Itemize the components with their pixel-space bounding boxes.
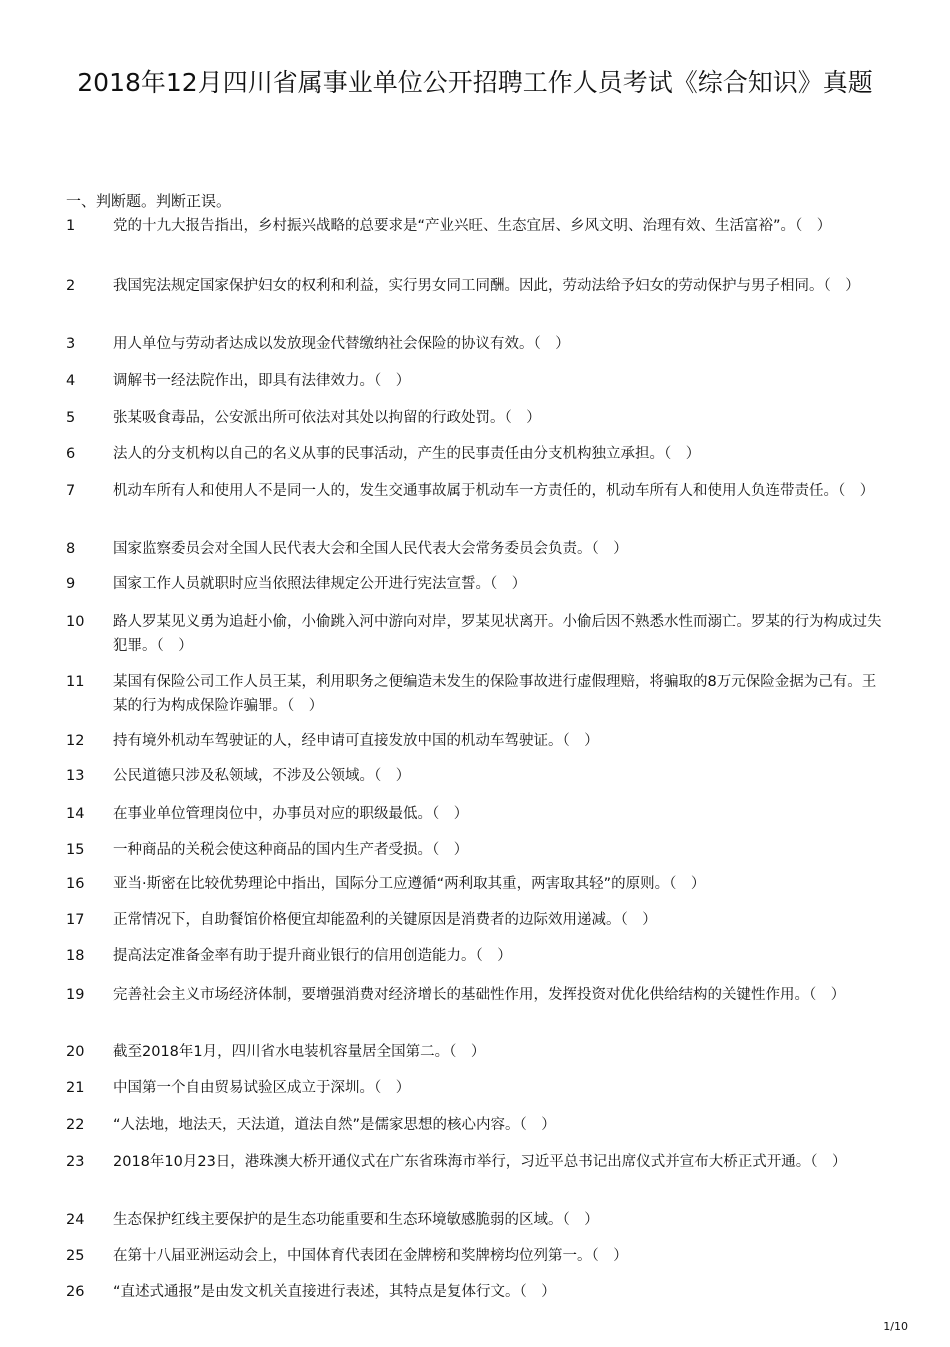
- question-number: 9: [66, 576, 76, 592]
- question-item: [66, 572, 886, 596]
- question-text: 法人的分支机构以自己的名义从事的民事活动，产生的民事责任由分支机构独立承担。（ ）: [113, 446, 701, 462]
- question-text: 调解书一经法院作出，即具有法律效力。（ ）: [113, 373, 411, 389]
- question-number: 20: [66, 1044, 85, 1060]
- question-item: [66, 1244, 886, 1268]
- question-number: 11: [66, 674, 85, 690]
- question-item: [66, 838, 886, 862]
- question-number: 24: [66, 1212, 85, 1228]
- question-number: 26: [66, 1284, 85, 1300]
- question-item: [66, 983, 886, 1007]
- question-text: 在第十八届亚洲运动会上，中国体育代表团在金牌榜和奖牌榜均位列第一。（ ）: [113, 1248, 628, 1264]
- question-item: [66, 872, 886, 896]
- question-text: 张某吸食毒品，公安派出所可依法对其处以拘留的行政处罚。（ ）: [113, 410, 541, 426]
- question-text: 2018年10月23日，港珠澳大桥开通仪式在广东省珠海市举行，习近平总书记出席仪式并宣布大桥正式开通。（ ）: [113, 1154, 847, 1170]
- question-text: 亚当·斯密在比较优势理论中指出，国际分工应遵循“两利取其重，两害取其轻”的原则。（ ）: [113, 876, 706, 892]
- question-text: 用人单位与劳动者达成以发放现金代替缴纳社会保险的协议有效。（ ）: [113, 336, 570, 352]
- question-text: 生态保护红线主要保护的是生态功能重要和生态环境敏感脆弱的区域。（ ）: [113, 1212, 599, 1228]
- question-number: 25: [66, 1248, 85, 1264]
- question-text: 机动车所有人和使用人不是同一人的，发生交通事故属于机动车一方责任的，机动车所有人和使用人负连带责任。（ ）: [113, 483, 875, 499]
- question-item: [66, 670, 886, 718]
- question-number: 14: [66, 806, 85, 822]
- question-item: [66, 1208, 886, 1232]
- question-number: 2: [66, 278, 76, 294]
- question-number: 16: [66, 876, 85, 892]
- question-text: 国家工作人员就职时应当依照法律规定公开进行宪法宣誓。（ ）: [113, 576, 527, 592]
- question-item: [66, 1040, 886, 1064]
- question-item: [66, 1076, 886, 1100]
- question-number: 8: [66, 541, 76, 557]
- question-number: 17: [66, 912, 85, 928]
- question-number: 1: [66, 218, 76, 234]
- question-text: 一种商品的关税会使这种商品的国内生产者受损。（ ）: [113, 842, 469, 858]
- question-number: 7: [66, 483, 76, 499]
- page-title: 2018年12月四川省属事业单位公开招聘工作人员考试《综合知识》真题: [77, 68, 873, 97]
- question-number: 13: [66, 768, 85, 784]
- question-text: 党的十九大报告指出，乡村振兴战略的总要求是“产业兴旺、生态宜居、乡风文明、治理有效、生活富裕”。（ ）: [113, 218, 832, 234]
- question-item: [66, 802, 886, 826]
- question-number: 22: [66, 1117, 85, 1133]
- question-text: 中国第一个自由贸易试验区成立于深圳。（ ）: [113, 1080, 411, 1096]
- question-item: [66, 764, 886, 788]
- question-number: 15: [66, 842, 85, 858]
- question-item: [66, 1150, 886, 1174]
- question-item: [66, 1280, 886, 1304]
- question-item: [66, 406, 886, 430]
- question-text: 截至2018年1月，四川省水电装机容量居全国第二。（ ）: [113, 1044, 486, 1060]
- question-text: 某国有保险公司工作人员王某，利用职务之便编造未发生的保险事故进行虚假理赔，将骗取的8万元保险金据为己有。王某的行为构成保险诈骗罪。（ ）: [113, 674, 877, 714]
- question-text: 国家监察委员会对全国人民代表大会和全国人民代表大会常务委员会负责。（ ）: [113, 541, 628, 557]
- question-number: 19: [66, 987, 85, 1003]
- question-item: [66, 944, 886, 968]
- question-number: 23: [66, 1154, 85, 1170]
- question-number: 4: [66, 373, 76, 389]
- question-item: [66, 729, 886, 753]
- question-item: [66, 1113, 886, 1137]
- question-text: 提高法定准备金率有助于提升商业银行的信用创造能力。（ ）: [113, 948, 512, 964]
- question-number: 3: [66, 336, 76, 352]
- question-text: 完善社会主义市场经济体制，要增强消费对经济增长的基础性作用，发挥投资对优化供给结构的关键性作用。（ ）: [113, 987, 846, 1003]
- question-number: 6: [66, 446, 76, 462]
- question-text: 公民道德只涉及私领域，不涉及公领域。（ ）: [113, 768, 411, 784]
- question-item: [66, 537, 886, 561]
- question-text: 我国宪法规定国家保护妇女的权利和利益，实行男女同工同酬。因此，劳动法给予妇女的劳动保护与男子相同。（ ）: [113, 278, 860, 294]
- question-text: 在事业单位管理岗位中，办事员对应的职级最低。（ ）: [113, 806, 469, 822]
- question-text: “直述式通报”是由发文机关直接进行表述，其特点是复体行文。（ ）: [113, 1284, 556, 1300]
- question-item: [66, 369, 886, 393]
- question-text: 持有境外机动车驾驶证的人，经申请可直接发放中国的机动车驾驶证。（ ）: [113, 733, 599, 749]
- question-number: 18: [66, 948, 85, 964]
- question-text: 正常情况下，自助餐馆价格便宜却能盈利的关键原因是消费者的边际效用递减。（ ）: [113, 912, 657, 928]
- question-number: 12: [66, 733, 85, 749]
- question-number: 10: [66, 614, 85, 630]
- question-item: [66, 442, 886, 466]
- question-item: [66, 479, 886, 503]
- question-text: “人法地，地法天，天法道，道法自然”是儒家思想的核心内容。（ ）: [113, 1117, 556, 1133]
- question-item: [66, 274, 886, 298]
- question-number: 21: [66, 1080, 85, 1096]
- question-number: 5: [66, 410, 76, 426]
- page-number: 1/10: [883, 1320, 908, 1333]
- section-heading: 一、判断题。判断正误。: [66, 192, 232, 210]
- question-item: [66, 214, 886, 238]
- question-text: 路人罗某见义勇为追赶小偷，小偷跳入河中游向对岸，罗某见状离开。小偷后因不熟悉水性而溺亡。罗某的行为构成过失犯罪。（ ）: [113, 614, 882, 654]
- question-item: [66, 908, 886, 932]
- question-item: [66, 610, 886, 658]
- question-item: [66, 332, 886, 356]
